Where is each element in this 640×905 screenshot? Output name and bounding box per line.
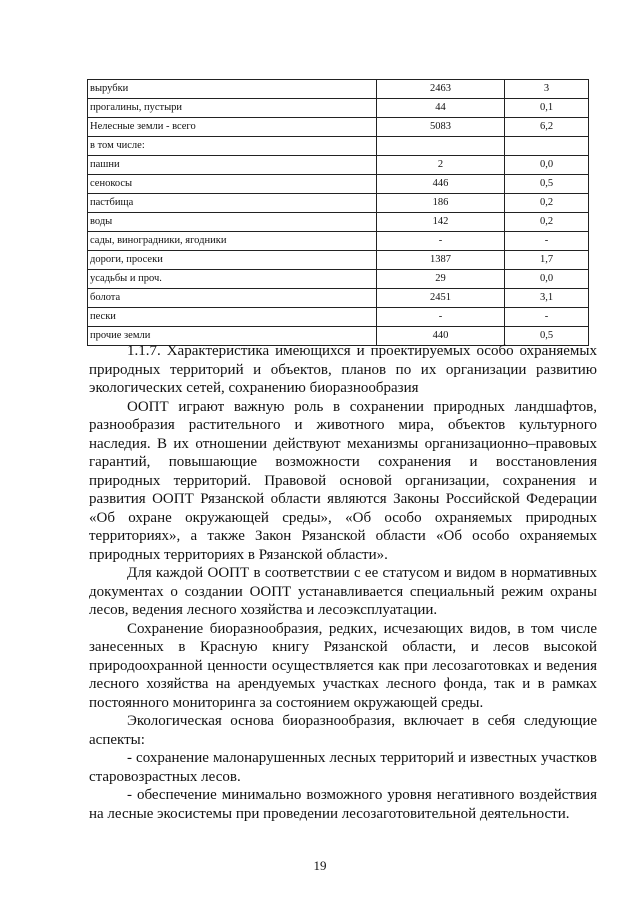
row-name-cell: дороги, просеки [88,251,377,270]
row-name-cell: сады, виноградники, ягодники [88,232,377,251]
table-row [88,80,589,99]
row-area-cell: - [377,232,505,251]
table-row [88,213,589,232]
list-item: - сохранение малонарушенных лесных территорий и известных участков старовозрастных лесов. [89,750,597,785]
paragraph: ООПТ играют важную роль в сохранении природных ландшафтов, разнообразия растительного и животного мира, объектов культурного наследия. В их отношении действуют механизмы организационно–правовых гарантий, повышающие возможности сохранения и восстановления природных территорий. Правовой основой организации, сохранения и развития ООПТ Рязанской области являются Законы Российской Федерации «Об охране окружающей среды», «Об особо охраняемых природных территориях», а также Закон Рязанской области «Об особо охраняемых природных территориях в Рязанской области». [89,398,597,563]
row-area-cell: 2463 [377,80,505,99]
paragraph: Экологическая основа биоразнообразия, включает в себя следующие аспекты: [89,713,597,748]
list-item: - обеспечение минимально возможного уровня негативного воздействия на лесные экосистемы при проведении лесозаготовительной деятельности. [89,787,597,822]
table-row [88,289,589,308]
row-percent-cell: 0,5 [505,327,589,346]
table-row [88,232,589,251]
row-area-cell: 5083 [377,118,505,137]
row-percent-cell: 0,0 [505,270,589,289]
row-area-cell: 142 [377,213,505,232]
row-area-cell: - [377,308,505,327]
paragraph: Сохранение биоразнообразия, редких, исчезающих видов, в том числе занесенных в Красную книгу Рязанской области, и лесов высокой природоохранной ценности осуществляется как при лесозаготовках и ведения лесного хозяйства на арендуемых участках лесного фонда, так и в рамках постоянного мониторинга за состоянием окружающей среды. [89,620,597,711]
table-row [88,156,589,175]
row-percent-cell: 1,7 [505,251,589,270]
row-name-cell: пески [88,308,377,327]
row-area-cell: 2 [377,156,505,175]
row-percent-cell: 3,1 [505,289,589,308]
paragraph: Для каждой ООПТ в соответствии с ее статусом и видом в нормативных документах о создании ООПТ устанавливается специальный режим охраны лесов, ведения лесного хозяйства и лесоэксплуатации. [89,565,597,618]
row-name-cell: Нелесные земли - всего [88,118,377,137]
row-percent-cell: - [505,232,589,251]
row-name-cell: прогалины, пустыри [88,99,377,118]
row-percent-cell [505,137,589,156]
table-row [88,99,589,118]
row-name-cell: пашни [88,156,377,175]
row-area-cell: 440 [377,327,505,346]
row-name-cell: воды [88,213,377,232]
row-name-cell: в том числе: [88,137,377,156]
row-area-cell: 44 [377,99,505,118]
row-name-cell: вырубки [88,80,377,99]
table-row [88,175,589,194]
table-row [88,194,589,213]
row-area-cell: 29 [377,270,505,289]
row-area-cell: 186 [377,194,505,213]
section-heading: 1.1.7. Характеристика имеющихся и проектируемых особо охраняемых природных территорий и объектов, планов по их организации развитию экологических сетей, сохранению биоразнообразия [89,343,597,396]
row-name-cell: усадьбы и проч. [88,270,377,289]
row-percent-cell: 0,1 [505,99,589,118]
row-name-cell: прочие земли [88,327,377,346]
row-percent-cell: 0,0 [505,156,589,175]
row-percent-cell: - [505,308,589,327]
row-percent-cell: 0,5 [505,175,589,194]
row-area-cell [377,137,505,156]
page-number: 19 [313,858,327,873]
row-percent-cell: 0,2 [505,194,589,213]
row-name-cell: пастбища [88,194,377,213]
row-name-cell: болота [88,289,377,308]
land-category-table [87,79,589,346]
table-row [88,251,589,270]
table-row [88,308,589,327]
section-body [89,342,597,823]
table-row [88,137,589,156]
row-area-cell: 446 [377,175,505,194]
row-percent-cell: 3 [505,80,589,99]
row-name-cell: сенокосы [88,175,377,194]
table-row [88,270,589,289]
table-row [88,118,589,137]
row-percent-cell: 0,2 [505,213,589,232]
row-percent-cell: 6,2 [505,118,589,137]
row-area-cell: 1387 [377,251,505,270]
row-area-cell: 2451 [377,289,505,308]
